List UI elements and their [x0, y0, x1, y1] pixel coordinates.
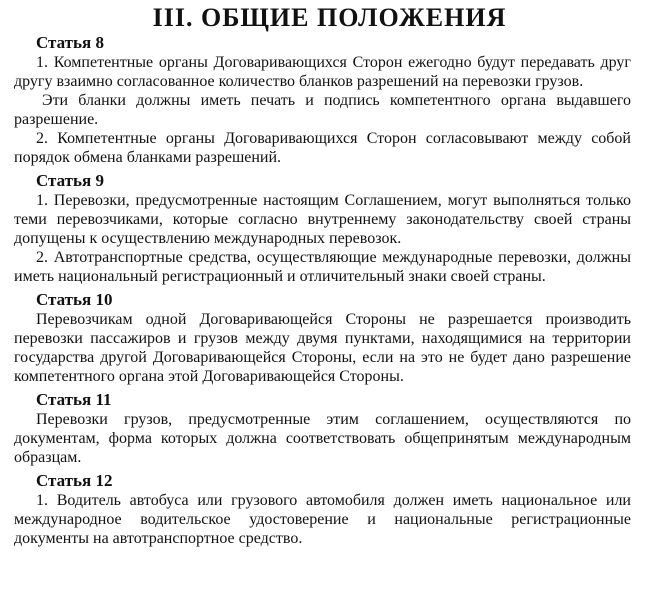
article-10 — [14, 290, 631, 386]
article-heading: Статья 12 — [36, 471, 113, 490]
article-heading: Статья 8 — [36, 33, 104, 52]
article-heading: Статья 9 — [36, 171, 104, 190]
article-paragraph: 1. Компетентные органы Договаривающихся Сторон ежегодно будут передавать друг другу взаимно согласованное количество бланков разрешений на перевозки грузов. — [14, 54, 631, 90]
article-paragraph: Перевозчикам одной Договаривающейся Стороны не разрешается производить перевозки пассажиров и грузов между двумя пунктами, находящимися на территории государства другой Договаривающейся Стороны, если на это не будет дано разрешение компетентного органа этой Договаривающейся Стороны. — [14, 311, 631, 385]
article-heading: Статья 10 — [36, 290, 113, 309]
article-8 — [14, 33, 631, 167]
article-paragraph: 2. Компетентные органы Договаривающихся Сторон согласовывают между собой порядок обмена бланками разрешений. — [14, 130, 631, 166]
article-paragraph: 1. Перевозки, предусмотренные настоящим Соглашением, могут выполняться только теми перевозчиками, которые согласно внутреннему законодательству своей страны допущены к осуществлению международных перевозок. — [14, 192, 631, 247]
article-paragraph: 1. Водитель автобуса или грузового автомобиля должен иметь национальное или международное водительское удостоверение и национальные регистрационные документы на автотранспортное средство. — [14, 492, 631, 547]
article-paragraph: Перевозки грузов, предусмотренные этим соглашением, осуществляются по документам, форма которых должна соответствовать общепринятым международным образцам. — [14, 411, 631, 466]
section-title: III. ОБЩИЕ ПОЛОЖЕНИЯ — [152, 3, 507, 32]
article-12 — [14, 471, 631, 548]
article-9 — [14, 171, 631, 286]
article-heading: Статья 11 — [36, 390, 112, 409]
article-paragraph: Эти бланки должны иметь печать и подпись компетентного органа выдавшего разрешение. — [14, 92, 631, 128]
article-11 — [14, 390, 631, 467]
article-paragraph: 2. Автотранспортные средства, осуществляющие международные перевозки, должны иметь национальный регистрационный и отличительный знаки своей страны. — [14, 249, 631, 285]
